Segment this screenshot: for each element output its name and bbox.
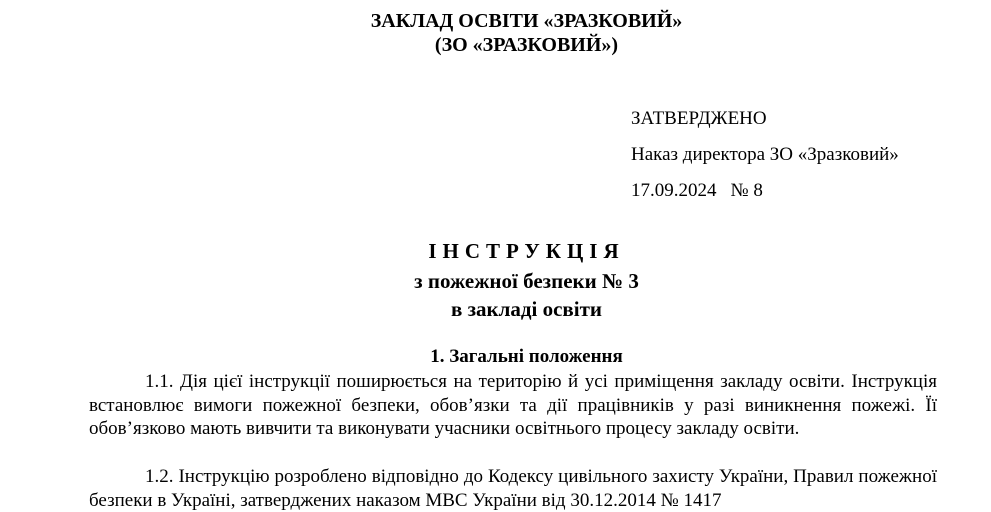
approval-order: Наказ директора ЗО «Зразковий» — [631, 144, 899, 165]
institution-name: ЗАКЛАД ОСВІТИ «ЗРАЗКОВИЙ» — [370, 10, 683, 32]
paragraph-1-1: 1.1. Дія цієї інструкції поширюється на територію й усі приміщення закладу освіти. Інструкція встановлює вимоги пожежної безпеки, обов’язки та дії працівників у разі виникнення пожежі. Її обов’язково мають вивчити та виконувати учасники освітнього процесу закладу освіти. — [89, 371, 937, 439]
approval-date: 17.09.2024 — [631, 180, 717, 201]
approval-date-number — [631, 179, 763, 203]
institution-short-name: (ЗО «ЗРАЗКОВИЙ») — [434, 34, 619, 56]
section-heading: 1. Загальні положення — [430, 346, 623, 367]
document-scope: в закладі освіти — [450, 297, 603, 321]
document-subtitle: з пожежної безпеки № 3 — [414, 269, 639, 293]
document-title: ІНСТРУКЦІЯ — [428, 239, 625, 263]
paragraph-1-2: 1.2. Інструкцію розроблено відповідно до Кодексу цивільного захисту України, Правил пожежної безпеки в Україні, затверджених наказом МВС України від 30.12.2014 № 1417 — [89, 466, 937, 511]
approval-label: ЗАТВЕРДЖЕНО — [631, 108, 767, 129]
approval-number: № 8 — [730, 180, 763, 201]
